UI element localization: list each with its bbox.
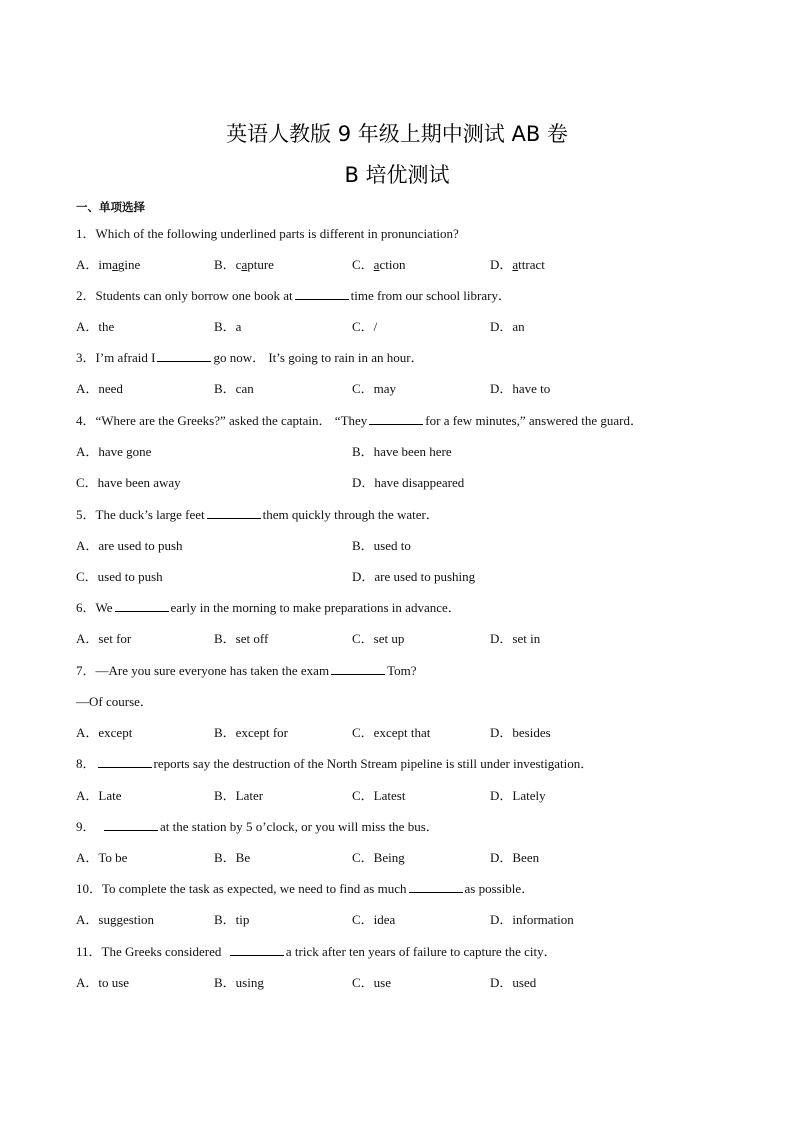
option-d: D．information [490,912,574,927]
answer-blank [115,599,169,612]
option-c: C．Latest [352,788,406,803]
option-a: A．are used to push [76,538,183,553]
question-2: 2．Students can only borrow one book at time from our school library． [76,288,511,303]
option-d: D．Lately [490,788,546,803]
question-5: 5．The duck’s large feet them quickly through the water． [76,507,439,522]
answer-blank [369,412,423,425]
option-c: C．Being [352,850,405,865]
answer-blank [295,287,349,300]
option-a: A．To be [76,850,128,865]
question-1: 1．Which of the following underlined parts is different in pronunciation? [76,226,459,241]
option-a: A．set for [76,631,132,646]
option-a: A．except [76,725,133,740]
option-d: D．used [490,975,537,990]
question-4: 4．“Where are the Greeks?” asked the captain． “They for a few minutes,” answered the guard． [76,413,643,428]
option-b: B．can [214,381,254,396]
page-title: 英语人教版 9 年级上期中测试 AB 卷 [226,122,568,146]
option-d: D．have to [490,381,551,396]
answer-blank [331,662,385,675]
section-title: 一、单项选择 [76,200,145,214]
option-b: B．except for [214,725,289,740]
option-b: B．Later [214,788,264,803]
option-d: D．Been [490,850,540,865]
option-c: C．except that [352,725,431,740]
question-9: 9． at the station by 5 o’clock, or you will miss the bus． [76,819,439,834]
option-c: C．used to push [76,569,163,584]
option-a: A．to use [76,975,130,990]
option-d: D．set in [490,631,541,646]
option-a: A．the [76,319,115,334]
option-b: B．used to [352,538,411,553]
option-d: D．have disappeared [352,475,465,490]
question-3: 3．I’m afraid I go now． It’s going to rain in an hour． [76,350,424,365]
question-7: 7．—Are you sure everyone has taken the exam Tom? [76,663,417,678]
page-subtitle: B 培优测试 [344,163,450,187]
option-a: A．have gone [76,444,152,459]
option-a: A．Late [76,788,122,803]
option-b: B．tip [214,912,250,927]
answer-blank [98,755,152,768]
option-c: C．/ [352,319,378,334]
option-d: D．attract [490,257,545,272]
option-c: C．set up [352,631,405,646]
option-b: B．a [214,319,242,334]
option-a: A．need [76,381,123,396]
option-c: C．action [352,257,406,272]
answer-blank [104,818,158,831]
question-11: 11．The Greeks considered a trick after ten years of failure to capture the city． [76,944,557,959]
option-c: C．use [352,975,392,990]
answer-blank [157,349,211,362]
option-a: A．imagine [76,257,141,272]
option-b: B．Be [214,850,251,865]
answer-blank [230,943,284,956]
question-6: 6．We early in the morning to make preparations in advance． [76,600,461,615]
option-b: B．capture [214,257,274,272]
option-c: C．have been away [76,475,181,490]
option-c: C．may [352,381,397,396]
option-c: C．idea [352,912,396,927]
answer-blank [207,506,261,519]
answer-blank [409,880,463,893]
option-d: D．are used to pushing [352,569,476,584]
option-b: B．using [214,975,264,990]
option-b: B．set off [214,631,269,646]
question-7-reply: —Of course． [76,694,153,709]
question-10: 10．To complete the task as expected, we need to find as much as possible． [76,881,535,896]
option-a: A．suggestion [76,912,155,927]
option-d: D．an [490,319,525,334]
question-8: 8． reports say the destruction of the North Stream pipeline is still under investigation． [76,756,594,771]
option-b: B．have been here [352,444,452,459]
option-d: D．besides [490,725,551,740]
